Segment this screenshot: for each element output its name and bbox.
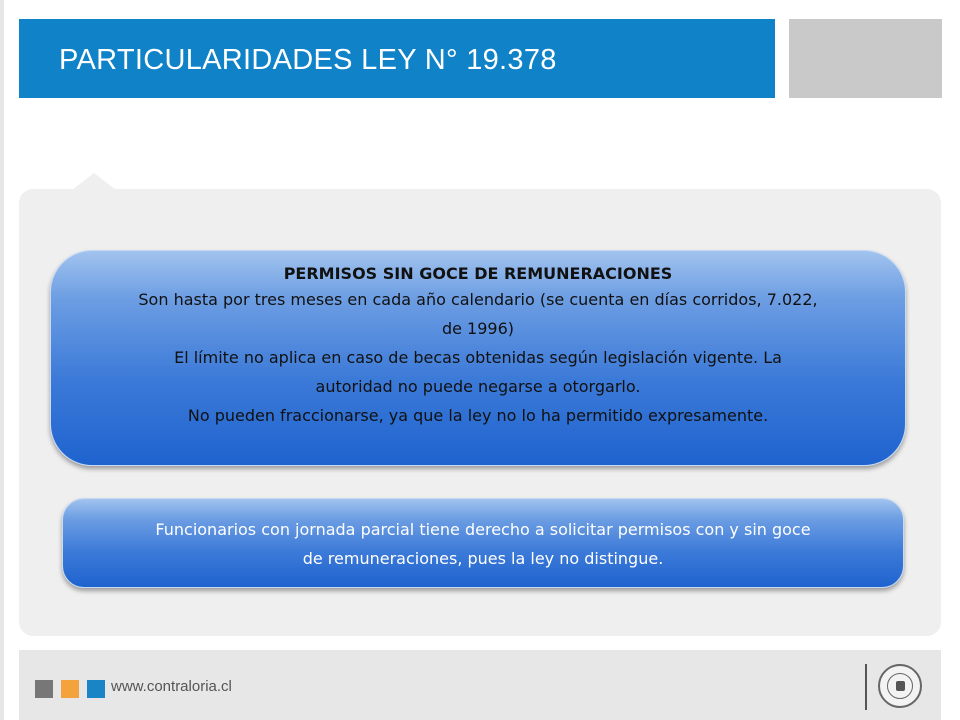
permisos-line: de 1996) xyxy=(441,319,515,338)
orange-square-icon xyxy=(61,680,79,698)
footer-url: www.contraloria.cl xyxy=(111,678,232,695)
footer xyxy=(19,650,941,720)
page-title: PARTICULARIDADES LEY N° 19.378 xyxy=(59,44,557,76)
title-side-block xyxy=(789,19,942,98)
permisos-heading: PERMISOS SIN GOCE DE REMUNERACIONES xyxy=(283,264,673,283)
seal-emblem-icon xyxy=(896,681,905,691)
panel-pointer xyxy=(72,173,116,190)
title-bar xyxy=(19,19,775,98)
blue-square-icon xyxy=(87,680,105,698)
gray-square-icon xyxy=(35,680,53,698)
seal-ring xyxy=(887,673,913,699)
contraloria-seal-icon xyxy=(878,664,922,708)
permisos-box xyxy=(50,250,906,466)
footer-divider xyxy=(865,664,867,710)
jornada-parcial-box xyxy=(62,498,904,588)
permisos-line: No pueden fraccionarse, ya que la ley no lo ha permitido expresamente. xyxy=(187,406,769,425)
slide-edge xyxy=(0,0,4,720)
jornada-parcial-line: Funcionarios con jornada parcial tiene derecho a solicitar permisos con y sin goce xyxy=(155,520,811,539)
jornada-parcial-line: de remuneraciones, pues la ley no distingue. xyxy=(302,549,664,568)
permisos-line: Son hasta por tres meses en cada año calendario (se cuenta en días corridos, 7.022, xyxy=(138,290,818,309)
permisos-line: El límite no aplica en caso de becas obtenidas según legislación vigente. La xyxy=(174,348,782,367)
permisos-line: autoridad no puede negarse a otorgarlo. xyxy=(315,377,641,396)
